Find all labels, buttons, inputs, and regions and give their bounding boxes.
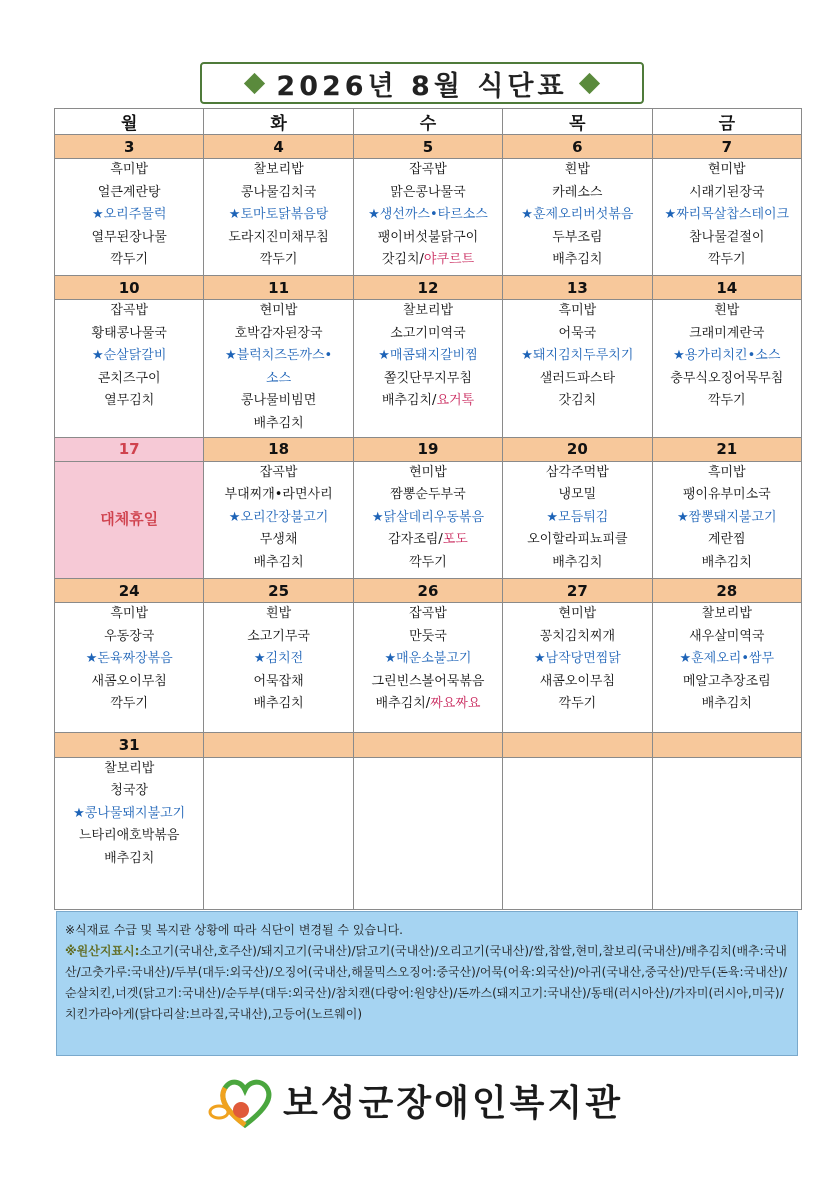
dessert-item: 짜요짜요	[430, 696, 481, 712]
menu-item-text: 부대찌개•라면사리	[224, 487, 333, 503]
menu-item-text: 열무김치	[104, 393, 155, 409]
menu-item	[204, 390, 352, 413]
menu-item-text: 짬뽕순두부국	[390, 487, 466, 503]
menu-item-text: ★생선까스•타르소스	[368, 207, 488, 223]
menu-item	[55, 603, 203, 626]
menu-item-text: 잡곡밥	[409, 162, 447, 178]
menu-item-text: ★돼지김치두루치기	[521, 348, 634, 364]
menu-item	[653, 507, 801, 530]
menu-item	[354, 693, 502, 716]
menu-item	[354, 390, 502, 413]
menu-item-text: 쫄깃단무지무침	[384, 370, 472, 386]
menu-item	[653, 552, 801, 575]
menu-item	[653, 345, 801, 368]
weekday-header: 화	[204, 109, 353, 135]
menu-item-text: 흑미밥	[558, 303, 597, 319]
menu-item-text: ★블럭치즈돈까스•	[224, 348, 333, 364]
menu-item-text: 새콤오이무침	[539, 673, 616, 689]
menu-item	[354, 462, 502, 485]
menu-item	[503, 648, 651, 671]
menu-item	[354, 345, 502, 368]
menu-row	[55, 461, 802, 578]
menu-item	[55, 323, 203, 346]
menu-item	[653, 693, 801, 716]
organization-name: 보성군장애인복지관	[283, 1082, 623, 1124]
menu-item	[653, 204, 801, 227]
menu-item-text: 찰보리밥	[701, 606, 752, 622]
menu-item	[204, 249, 352, 272]
menu-item	[354, 484, 502, 507]
menu-item-text: 오이할라피뇨피클	[527, 532, 628, 548]
menu-item	[204, 182, 352, 205]
menu-item-text: 호박감자된장국	[234, 325, 323, 341]
menu-item	[503, 300, 651, 323]
menu-item	[653, 603, 801, 626]
date-row	[55, 437, 802, 461]
menu-item-text: 어묵잡채	[253, 673, 304, 689]
menu-item-text: ★오리간장불고기	[228, 509, 329, 525]
date-cell: 21	[652, 437, 801, 461]
menu-item-text: 찰보리밥	[253, 162, 304, 178]
menu-row	[55, 757, 802, 909]
menu-item-text: 배추김치	[701, 554, 752, 570]
date-cell	[652, 733, 801, 757]
menu-item-text: 깍두기	[110, 696, 149, 712]
weekday-header: 월	[55, 109, 204, 135]
menu-item	[653, 529, 801, 552]
menu-item-text: 팽이유부미소국	[682, 487, 771, 503]
menu-item	[204, 529, 352, 552]
menu-item	[204, 671, 352, 694]
menu-item-text: 깍두기	[558, 696, 597, 712]
menu-item	[354, 300, 502, 323]
menu-cell	[652, 603, 801, 733]
menu-item	[55, 848, 203, 871]
menu-item	[503, 323, 651, 346]
menu-cell	[204, 159, 353, 276]
menu-item	[503, 345, 651, 368]
menu-item	[204, 462, 352, 485]
menu-item	[55, 758, 203, 781]
menu-cell	[503, 300, 652, 437]
menu-item-text: 배추김치	[552, 252, 603, 268]
menu-item	[354, 648, 502, 671]
date-cell: 18	[204, 437, 353, 461]
menu-item	[354, 204, 502, 227]
menu-item	[55, 825, 203, 848]
menu-cell	[353, 603, 502, 733]
menu-item-text: 현미밥	[409, 464, 447, 480]
menu-item-text: ★순살닭갈비	[91, 348, 167, 364]
menu-item	[354, 182, 502, 205]
footer	[205, 1065, 645, 1135]
menu-item-text: ★모듬튀김	[546, 509, 609, 525]
menu-item-text: ★돈육짜장볶음	[85, 651, 173, 667]
menu-item	[55, 671, 203, 694]
menu-item-text: 흰밥	[564, 162, 590, 178]
menu-item	[204, 552, 352, 575]
menu-item	[354, 626, 502, 649]
menu-item	[55, 227, 203, 250]
menu-item-text: 배추김치/	[381, 393, 437, 409]
menu-item	[653, 462, 801, 485]
menu-cell	[503, 603, 652, 733]
menu-item-text: 그린빈스볼어묵볶음	[371, 673, 485, 689]
menu-item-text: 찰보리밥	[402, 303, 454, 319]
menu-cell	[652, 461, 801, 578]
menu-item	[55, 390, 203, 413]
menu-item-text: 갓김치/	[381, 252, 424, 268]
menu-item	[55, 648, 203, 671]
menu-item	[204, 300, 352, 323]
menu-item-text: 콩나물김치국	[240, 184, 317, 200]
weekday-header: 목	[503, 109, 652, 135]
menu-item-text: 소고기무국	[247, 628, 310, 644]
menu-item-text: 충무식오징어묵무침	[670, 370, 784, 386]
menu-item-text: 현미밥	[259, 303, 298, 319]
menu-item-text: 배추김치	[253, 696, 304, 712]
origin-text: 소고기(국내산,호주산)/돼지고기(국내산)/닭고기(국내산)/오리고기(국내산)/쌀,찹쌀,현미,찰보리(국내산)/배추김치(배추:국내산/고춧가루:국내산)/두부(대두:외국산)/오징어(국내산,해물믹스오징어:중국산)/어묵(어육:외국산)/아귀(국내산,중국산)/만두(돈육:국내산)/순살치킨,너겟(닭고기:국내산)/순두부(대두:외국산)/참치캔(다랑어:원양산)/돈까스(돼지고기:국내산)/동태(러시아산)/가자미(러시아,미국)/치킨가라아게(닭다리살:브라질,국내산),고등어(노르웨이)	[65, 944, 788, 1021]
menu-item	[653, 159, 801, 182]
date-cell: 24	[55, 578, 204, 602]
menu-cell	[353, 757, 502, 909]
menu-item	[503, 484, 651, 507]
dessert-item: 포도	[442, 532, 468, 548]
menu-cell	[55, 461, 204, 578]
menu-item-text: 어묵국	[558, 325, 597, 341]
menu-cell	[503, 757, 652, 909]
menu-cell	[55, 159, 204, 276]
menu-item-text: 청국장	[110, 783, 149, 799]
date-cell: 20	[503, 437, 652, 461]
menu-item-text: 느타리애호박볶음	[78, 828, 180, 844]
menu-item	[503, 249, 651, 272]
date-cell: 10	[55, 276, 204, 300]
menu-item	[204, 413, 352, 436]
menu-item-text: 삼각주먹밥	[545, 464, 609, 480]
menu-item-text: 시래기된장국	[689, 184, 765, 200]
menu-item-text: 팽이버섯불닭구이	[377, 229, 479, 245]
menu-cell	[55, 603, 204, 733]
menu-item	[55, 159, 203, 182]
menu-item	[204, 227, 352, 250]
menu-item-text: 새콤오이무침	[91, 673, 167, 689]
menu-item	[503, 507, 651, 530]
date-row	[55, 276, 802, 300]
menu-item-text: ★남작당면찜닭	[533, 651, 621, 667]
origin-label: ※원산지표시:	[65, 944, 140, 958]
menu-item-text: 만둣국	[409, 628, 447, 644]
menu-item-text: 깍두기	[409, 554, 447, 570]
menu-item	[503, 693, 651, 716]
menu-cell	[204, 757, 353, 909]
menu-item-text: 꽁치김치찌개	[539, 628, 616, 644]
menu-item	[354, 323, 502, 346]
date-cell: 26	[353, 578, 502, 602]
menu-row	[55, 159, 802, 276]
date-cell: 31	[55, 733, 204, 757]
menu-item-text: 흰밥	[266, 606, 292, 622]
menu-item-text: ★짜리목살찹스테이크	[664, 207, 790, 223]
menu-item	[503, 159, 651, 182]
weekday-header: 수	[353, 109, 502, 135]
menu-item-text: 배추김치	[701, 696, 752, 712]
menu-item	[503, 182, 651, 205]
menu-item-text: 열무된장나물	[91, 229, 167, 245]
menu-item-text: 흑미밥	[110, 606, 149, 622]
diamond-icon	[244, 72, 265, 93]
menu-item	[55, 182, 203, 205]
date-row	[55, 135, 802, 159]
menu-item	[503, 671, 651, 694]
menu-item	[354, 368, 502, 391]
menu-item	[55, 300, 203, 323]
menu-item	[503, 204, 651, 227]
menu-cell	[353, 159, 502, 276]
date-cell	[353, 733, 502, 757]
menu-row	[55, 300, 802, 437]
date-cell: 12	[353, 276, 502, 300]
menu-item-text: 잡곡밥	[259, 464, 298, 480]
menu-cell	[55, 757, 204, 909]
menu-cell	[652, 159, 801, 276]
menu-item	[204, 603, 352, 626]
menu-item-text: 황태콩나물국	[91, 325, 167, 341]
menu-item	[354, 159, 502, 182]
menu-item-text: 얼큰계란탕	[97, 184, 161, 200]
menu-item-text: 깍두기	[707, 252, 746, 268]
menu-item	[204, 693, 352, 716]
menu-cell	[353, 300, 502, 437]
date-row	[55, 578, 802, 602]
menu-item	[354, 507, 502, 530]
menu-item-text: 현미밥	[707, 162, 746, 178]
date-cell: 5	[353, 135, 502, 159]
date-cell	[204, 733, 353, 757]
menu-item-text: 샐러드파스타	[539, 370, 616, 386]
menu-item	[204, 159, 352, 182]
menu-cell	[204, 300, 353, 437]
date-row	[55, 733, 802, 757]
menu-item	[55, 780, 203, 803]
weekday-header: 금	[652, 109, 801, 135]
menu-item	[55, 626, 203, 649]
menu-cell	[652, 300, 801, 437]
menu-item	[503, 368, 651, 391]
date-cell: 4	[204, 135, 353, 159]
menu-item	[204, 484, 352, 507]
menu-item	[55, 204, 203, 227]
holiday-label: 대체휴일	[100, 509, 159, 528]
date-cell: 19	[353, 437, 502, 461]
menu-item-text: ★토마토닭볶음탕	[228, 207, 329, 223]
date-cell: 14	[652, 276, 801, 300]
menu-item-text: 맑은콩나물국	[390, 184, 466, 200]
menu-item-text: 메알고추장조림	[682, 673, 771, 689]
menu-item-text: 흰밥	[714, 303, 740, 319]
menu-item-text: 흑미밥	[110, 162, 149, 178]
date-cell: 28	[652, 578, 801, 602]
menu-item-text: 냉모밀	[558, 487, 597, 503]
menu-item	[354, 249, 502, 272]
menu-item-text: 두부조림	[552, 229, 603, 245]
menu-item	[503, 552, 651, 575]
menu-item-text: 무생채	[259, 532, 298, 548]
menu-item-text: ★김치전	[253, 651, 304, 667]
menu-item-text: ★매콤돼지갈비찜	[378, 348, 478, 364]
menu-item-text: 배추김치	[104, 850, 155, 866]
menu-row	[55, 603, 802, 733]
menu-item	[204, 626, 352, 649]
menu-item-text: 배추김치	[253, 554, 304, 570]
page-title: 2026년 8월 식단표	[276, 70, 568, 102]
menu-item	[204, 368, 352, 391]
notice-line: ※식재료 수급 및 복지관 상황에 따라 식단이 변경될 수 있습니다.	[65, 923, 404, 937]
menu-item	[503, 529, 651, 552]
menu-item	[55, 693, 203, 716]
menu-item-text: 소고기미역국	[390, 325, 466, 341]
menu-item-text: 소스	[266, 370, 292, 386]
menu-item-text: ★용가리치킨•소스	[673, 348, 781, 364]
menu-item-text: 배추김치	[253, 415, 304, 431]
menu-item-text: 배추김치/	[375, 696, 431, 712]
menu-item	[503, 462, 651, 485]
calendar-body	[55, 135, 802, 910]
menu-item	[653, 300, 801, 323]
menu-cell	[204, 461, 353, 578]
date-cell: 17	[55, 437, 204, 461]
menu-item-text: 찰보리밥	[104, 760, 155, 776]
menu-cell	[503, 159, 652, 276]
menu-item	[653, 390, 801, 413]
menu-cell	[55, 300, 204, 437]
menu-item-text: 깍두기	[259, 252, 298, 268]
diamond-icon	[578, 72, 599, 93]
menu-item	[55, 803, 203, 826]
menu-item-text: 잡곡밥	[110, 303, 149, 319]
menu-item	[354, 529, 502, 552]
dessert-item: 야쿠르트	[423, 252, 475, 268]
date-cell: 27	[503, 578, 652, 602]
menu-item	[204, 507, 352, 530]
date-cell: 13	[503, 276, 652, 300]
menu-item	[204, 323, 352, 346]
menu-item	[354, 603, 502, 626]
date-cell	[503, 733, 652, 757]
menu-item-text: ★닭살데리우동볶음	[371, 509, 485, 525]
menu-item-text: 갓김치	[558, 393, 597, 409]
date-cell: 25	[204, 578, 353, 602]
menu-item	[653, 182, 801, 205]
title-banner	[200, 62, 644, 104]
menu-item	[653, 484, 801, 507]
notes-box	[56, 911, 798, 1056]
menu-item	[55, 368, 203, 391]
menu-item-text: ★훈제오리•쌈무	[679, 651, 775, 667]
menu-item	[204, 345, 352, 368]
menu-item	[653, 671, 801, 694]
menu-item	[653, 648, 801, 671]
menu-item	[204, 648, 352, 671]
menu-item-text: 우동장국	[104, 628, 155, 644]
menu-item-text: ★짬뽕돼지불고기	[677, 509, 777, 525]
menu-item-text: 감자조림/	[388, 532, 443, 548]
menu-item-text: ★훈제오리버섯볶음	[521, 207, 634, 223]
dessert-item: 요거톡	[436, 393, 475, 409]
menu-item-text: 도라지진미채무침	[228, 229, 329, 245]
menu-item	[503, 626, 651, 649]
menu-item	[55, 345, 203, 368]
menu-item	[653, 227, 801, 250]
menu-item	[354, 552, 502, 575]
menu-item	[653, 626, 801, 649]
menu-item-text: 참나물겉절이	[689, 229, 765, 245]
menu-item	[354, 671, 502, 694]
menu-item-text: 크래미계란국	[689, 325, 765, 341]
menu-cell	[353, 461, 502, 578]
menu-item-text: 새우살미역국	[689, 628, 765, 644]
menu-item-text: ★매운소불고기	[384, 651, 472, 667]
menu-item	[653, 368, 801, 391]
menu-item	[653, 323, 801, 346]
menu-item	[503, 390, 651, 413]
origin-info	[65, 941, 789, 1025]
date-cell: 6	[503, 135, 652, 159]
menu-item	[503, 227, 651, 250]
menu-item-text: 콘치즈구이	[97, 370, 161, 386]
menu-cell	[652, 757, 801, 909]
menu-cell	[204, 603, 353, 733]
menu-item-text: 잡곡밥	[409, 606, 447, 622]
menu-item-text: 현미밥	[558, 606, 597, 622]
menu-item-text: ★오리주물럭	[91, 207, 167, 223]
menu-item-text: 깍두기	[707, 393, 746, 409]
menu-item-text: 카레소스	[552, 184, 603, 200]
menu-item	[204, 204, 352, 227]
menu-item-text: 흑미밥	[707, 464, 746, 480]
date-cell: 7	[652, 135, 801, 159]
menu-item-text: 계란찜	[707, 532, 746, 548]
date-cell: 11	[204, 276, 353, 300]
date-cell: 3	[55, 135, 204, 159]
heart-logo-icon	[205, 1070, 277, 1130]
menu-item	[653, 249, 801, 272]
menu-cell	[503, 461, 652, 578]
menu-item-text: 배추김치	[552, 554, 603, 570]
menu-item-text: 깍두기	[110, 252, 149, 268]
menu-item-text: ★콩나물돼지불고기	[73, 805, 186, 821]
meal-calendar	[54, 108, 802, 910]
menu-item	[354, 227, 502, 250]
menu-item-text: 콩나물비빔면	[240, 393, 317, 409]
menu-item	[55, 249, 203, 272]
menu-item	[503, 603, 651, 626]
